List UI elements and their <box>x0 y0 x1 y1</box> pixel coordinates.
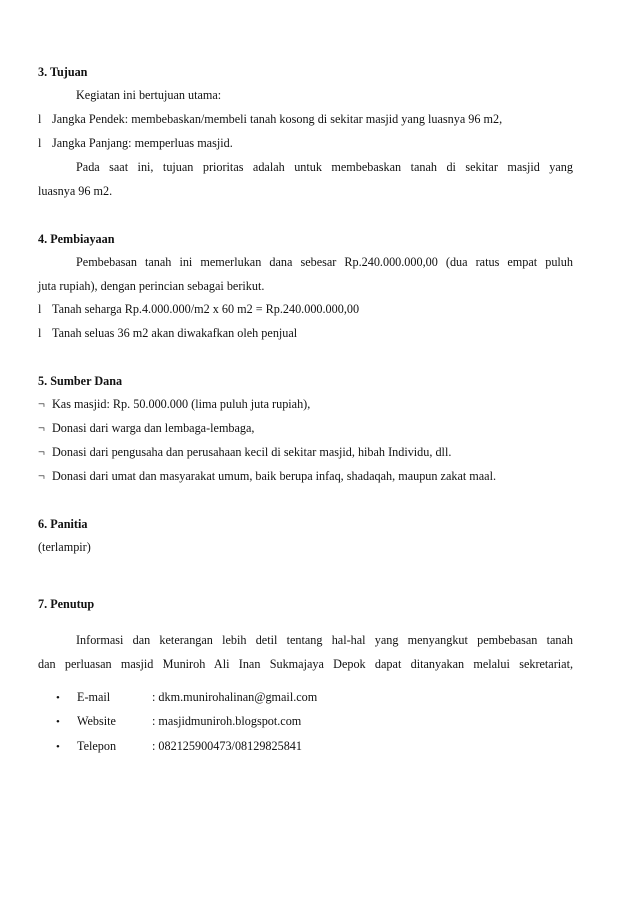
list-marker: ¬ <box>38 397 45 411</box>
tujuan-paragraph-line: Pada saat ini, tujuan prioritas adalah untuk membebaskan tanah di sekitar masjid yang <box>76 160 573 174</box>
sumber-dana-item <box>38 444 451 460</box>
section-heading-pembiayaan: 4. Pembiayaan <box>38 232 115 246</box>
section-heading-tujuan: 3. Tujuan <box>38 65 88 79</box>
list-marker: l <box>38 136 42 150</box>
tujuan-item <box>38 135 233 151</box>
contact-value-email: : dkm.munirohalinan@gmail.com <box>152 690 318 704</box>
bullet-icon: • <box>56 716 60 728</box>
pembiayaan-paragraph-line: Pembebasan tanah ini memerlukan dana sebesar Rp.240.000.000,00 (dua ratus empat puluh <box>76 255 573 269</box>
panitia-note: (terlampir) <box>38 540 91 554</box>
pembiayaan-item <box>38 301 359 317</box>
list-item-text: Tanah seluas 36 m2 akan diwakafkan oleh penjual <box>52 326 298 340</box>
contact-label-telepon: Telepon <box>77 739 117 753</box>
section-heading-penutup: 7. Penutup <box>38 597 95 611</box>
list-item-text: Donasi dari warga dan lembaga-lembaga, <box>52 421 255 435</box>
tujuan-paragraph-line: luasnya 96 m2. <box>38 184 113 198</box>
penutup-paragraph-line: dan perluasan masjid Muniroh Ali Inan Sukmajaya Depok dapat ditanyakan melalui sekretariat, <box>38 657 573 671</box>
section-heading-sumber-dana: 5. Sumber Dana <box>38 374 123 388</box>
contact-label-email: E-mail <box>77 690 111 704</box>
section-heading-panitia: 6. Panitia <box>38 517 88 531</box>
tujuan-intro: Kegiatan ini bertujuan utama: <box>76 88 222 102</box>
list-item-text: Jangka Panjang: memperluas masjid. <box>52 136 233 150</box>
tujuan-item <box>38 111 502 127</box>
bullet-icon: • <box>56 692 60 704</box>
sumber-dana-item <box>38 396 310 412</box>
sumber-dana-item <box>38 420 254 436</box>
contact-value-website: : masjidmuniroh.blogspot.com <box>152 714 302 728</box>
contact-value-telepon: : 082125900473/08129825841 <box>152 739 302 753</box>
list-item-text: Donasi dari pengusaha dan perusahaan kecil di sekitar masjid, hibah Individu, dll. <box>52 445 452 459</box>
list-marker: ¬ <box>38 469 45 483</box>
list-marker: l <box>38 326 42 340</box>
pembiayaan-paragraph-line: juta rupiah), dengan perincian sebagai berikut. <box>38 279 265 293</box>
sumber-dana-item <box>38 468 496 484</box>
list-item-text: Kas masjid: Rp. 50.000.000 (lima puluh juta rupiah), <box>52 397 311 411</box>
penutup-paragraph-line: Informasi dan keterangan lebih detil tentang hal-hal yang menyangkut pembebasan tanah <box>76 633 573 647</box>
list-item-text: Donasi dari umat dan masyarakat umum, baik berupa infaq, shadaqah, maupun zakat maal. <box>52 469 497 483</box>
list-item-text: Tanah seharga Rp.4.000.000/m2 x 60 m2 = Rp.240.000.000,00 <box>52 302 360 316</box>
list-marker: l <box>38 112 42 126</box>
contact-label-website: Website <box>77 714 116 728</box>
pembiayaan-item <box>38 325 297 341</box>
list-marker: ¬ <box>38 421 45 435</box>
list-marker: l <box>38 302 42 316</box>
list-marker: ¬ <box>38 445 45 459</box>
bullet-icon: • <box>56 741 60 753</box>
list-item-text: Jangka Pendek: membebaskan/membeli tanah kosong di sekitar masjid yang luasnya 96 m2, <box>52 112 503 126</box>
